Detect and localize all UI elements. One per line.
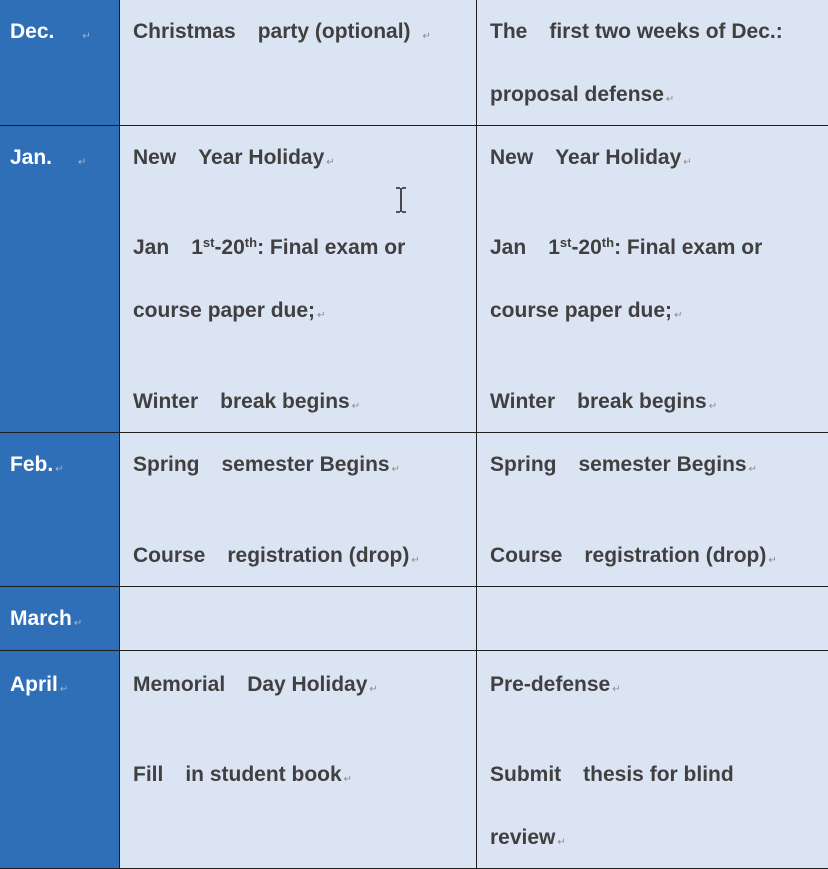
table-row-march (0, 587, 828, 651)
month-label: Jan. (10, 146, 53, 169)
cell-text: The (490, 20, 528, 43)
cell-text: : Final exam or (257, 236, 406, 259)
cell-text: registration (drop) (227, 544, 410, 567)
cell-text: Year Holiday (555, 146, 682, 169)
month-cell-feb[interactable] (0, 433, 120, 586)
paragraph-mark-icon: ↵ (665, 94, 675, 105)
paragraph-mark-icon: ↵ (73, 618, 83, 629)
month-cell-dec[interactable] (0, 0, 120, 125)
cell-text: Memorial (133, 673, 226, 696)
cell-jan-b[interactable] (477, 126, 828, 432)
cell-text: 1 (548, 236, 560, 259)
month-label: Feb. (10, 453, 54, 476)
cell-text: Submit (490, 763, 562, 786)
cell-text: : Final exam or (614, 236, 763, 259)
paragraph-mark-icon: ↵ (59, 684, 69, 695)
cell-text: break begins (220, 390, 350, 413)
paragraph-mark-icon: ↵ (326, 157, 335, 168)
paragraph-mark-icon: ↵ (82, 31, 91, 42)
cell-text: Fill (133, 763, 164, 786)
month-label: Dec. (10, 20, 55, 43)
cell-text: registration (drop) (584, 544, 767, 567)
cell-jan-a[interactable] (120, 126, 477, 432)
cell-text: proposal defense (490, 83, 664, 106)
cell-dec-a[interactable] (120, 0, 477, 125)
cell-text: semester Begins (578, 453, 747, 476)
paragraph-mark-icon: ↵ (317, 310, 326, 321)
table-row-april (0, 651, 828, 869)
paragraph-mark-icon: ↵ (391, 464, 400, 475)
table-row-jan (0, 126, 828, 433)
cell-march-b[interactable] (477, 587, 828, 650)
cell-text: Winter (490, 390, 556, 413)
cell-text: Jan (490, 236, 527, 259)
text-cursor-icon (393, 187, 409, 213)
cell-text: Course (133, 544, 206, 567)
cell-text: Day Holiday (247, 673, 368, 696)
paragraph-mark-icon: ↵ (55, 464, 64, 475)
cell-text: party (optional) (257, 20, 411, 43)
cell-april-b[interactable] (477, 651, 828, 868)
paragraph-mark-icon: ↵ (768, 555, 777, 566)
cell-text: 1 (191, 236, 203, 259)
paragraph-mark-icon: ↵ (674, 310, 683, 321)
superscript: st (559, 235, 572, 250)
superscript: th (601, 235, 615, 250)
paragraph-mark-icon: ↵ (351, 401, 361, 412)
cell-feb-a[interactable] (120, 433, 477, 586)
cell-text: thesis for blind (583, 763, 734, 786)
month-cell-march[interactable] (0, 587, 120, 650)
cell-text: -20 (214, 236, 245, 259)
cell-dec-b[interactable] (477, 0, 828, 125)
paragraph-mark-icon: ↵ (748, 464, 757, 475)
superscript: st (202, 235, 215, 250)
paragraph-mark-icon: ↵ (411, 555, 420, 566)
cell-text: in student book (185, 763, 342, 786)
cell-text: course paper due; (490, 299, 673, 322)
paragraph-mark-icon: ↵ (369, 684, 378, 695)
cell-text: Spring (490, 453, 557, 476)
cell-text: course paper due; (133, 299, 316, 322)
table-row-dec (0, 0, 828, 126)
paragraph-mark-icon: ↵ (343, 774, 353, 785)
table-row-feb (0, 433, 828, 587)
paragraph-mark-icon: ↵ (708, 401, 718, 412)
cell-text: Winter (133, 390, 199, 413)
cell-text: review (490, 826, 556, 849)
cell-text: break begins (577, 390, 707, 413)
cell-text: New (133, 146, 177, 169)
cell-text: Jan (133, 236, 170, 259)
paragraph-mark-icon: ↵ (78, 157, 87, 168)
month-label: March (10, 607, 72, 630)
superscript: th (244, 235, 258, 250)
cell-text: first two weeks of Dec.: (549, 20, 783, 43)
cell-text: Course (490, 544, 563, 567)
month-cell-jan[interactable] (0, 126, 120, 432)
paragraph-mark-icon: ↵ (612, 684, 621, 695)
paragraph-mark-icon: ↵ (557, 837, 566, 848)
month-cell-april[interactable] (0, 651, 120, 868)
cell-text: New (490, 146, 534, 169)
cell-text: -20 (571, 236, 602, 259)
paragraph-mark-icon: ↵ (683, 157, 692, 168)
cell-text: Year Holiday (198, 146, 325, 169)
cell-text: Christmas (133, 20, 236, 43)
cell-text: Pre-defense (490, 673, 611, 696)
month-label: April (10, 673, 58, 696)
cell-text: Spring (133, 453, 200, 476)
cell-april-a[interactable] (120, 651, 477, 868)
paragraph-mark-icon: ↵ (422, 31, 431, 42)
cell-feb-b[interactable] (477, 433, 828, 586)
cell-march-a[interactable] (120, 587, 477, 650)
cell-text: semester Begins (221, 453, 390, 476)
